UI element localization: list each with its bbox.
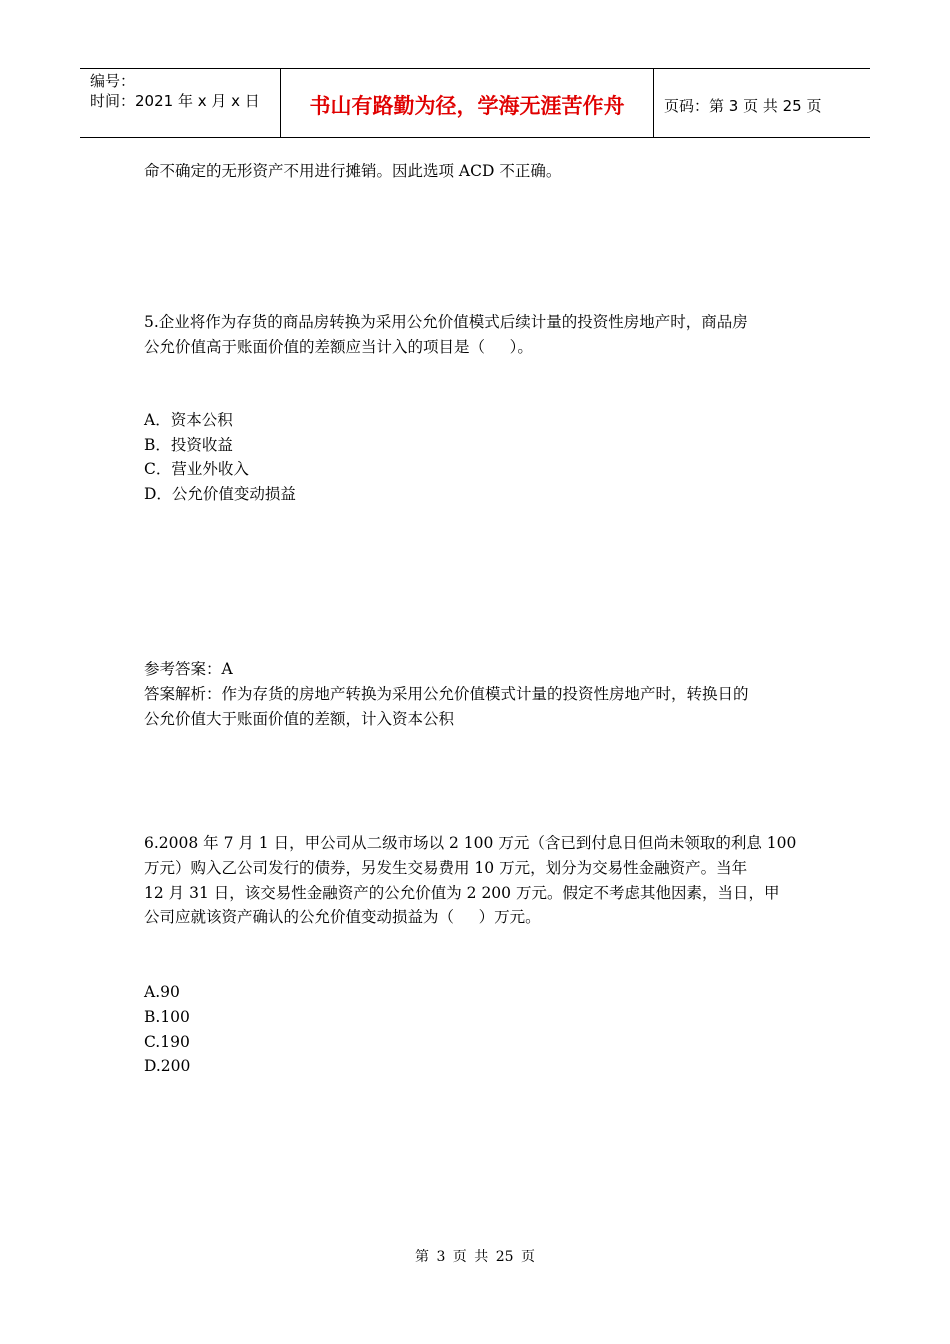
question-5-line-2: 公允价值高于账面价值的差额应当计入的项目是（ ）。 (144, 338, 533, 356)
document-date: 时间：2021 年 x 月 x 日 (90, 92, 260, 110)
analysis-line-2: 公允价值大于账面价值的差额，计入资本公积 (144, 710, 455, 728)
question-5-line-1: 5.企业将作为存货的商品房转换为采用公允价值模式后续计量的投资性房地产时，商品房 (144, 313, 748, 331)
question-6-option-d: D.200 (144, 1057, 191, 1075)
page-header (80, 68, 870, 138)
continuation-text: 命不确定的无形资产不用进行摊销。因此选项 ACD 不正确。 (144, 162, 562, 180)
header-page-number: 页码：第 3 页 共 25 页 (664, 96, 822, 115)
question-6-option-b: B.100 (144, 1008, 190, 1026)
question-5-option-c: C．营业外收入 (144, 460, 249, 478)
question-6-line-1: 6.2008 年 7 月 1 日，甲公司从二级市场以 2 100 万元（含已到付息日但尚未领取的利息 100 (144, 834, 797, 852)
question-6-line-2: 万元）购入乙公司发行的债券，另发生交易费用 10 万元，划分为交易性金融资产。当年 (144, 859, 748, 877)
answer-text: 参考答案：A (144, 660, 233, 678)
page-footer: 第 3 页 共 25 页 (415, 1249, 535, 1265)
question-5-option-b: B．投资收益 (144, 436, 233, 454)
question-6-line-4: 公司应就该资产确认的公允价值变动损益为（ ）万元。 (144, 908, 541, 926)
header-meta (80, 69, 281, 137)
question-6-option-c: C.190 (144, 1033, 190, 1051)
question-5-option-a: A．资本公积 (144, 411, 233, 429)
header-motto: 书山有路勤为径，学海无涯苦作舟 (281, 69, 654, 137)
question-6-line-3: 12 月 31 日，该交易性金融资产的公允价值为 2 200 万元。假定不考虑其他因素，当日，甲 (144, 884, 780, 902)
document-number: 编号： (90, 72, 136, 90)
question-5-option-d: D．公允价值变动损益 (144, 485, 296, 503)
question-6-option-a: A.90 (144, 983, 180, 1001)
analysis-line-1: 答案解析：作为存货的房地产转换为采用公允价值模式计量的投资性房地产时，转换日的 (144, 685, 749, 703)
